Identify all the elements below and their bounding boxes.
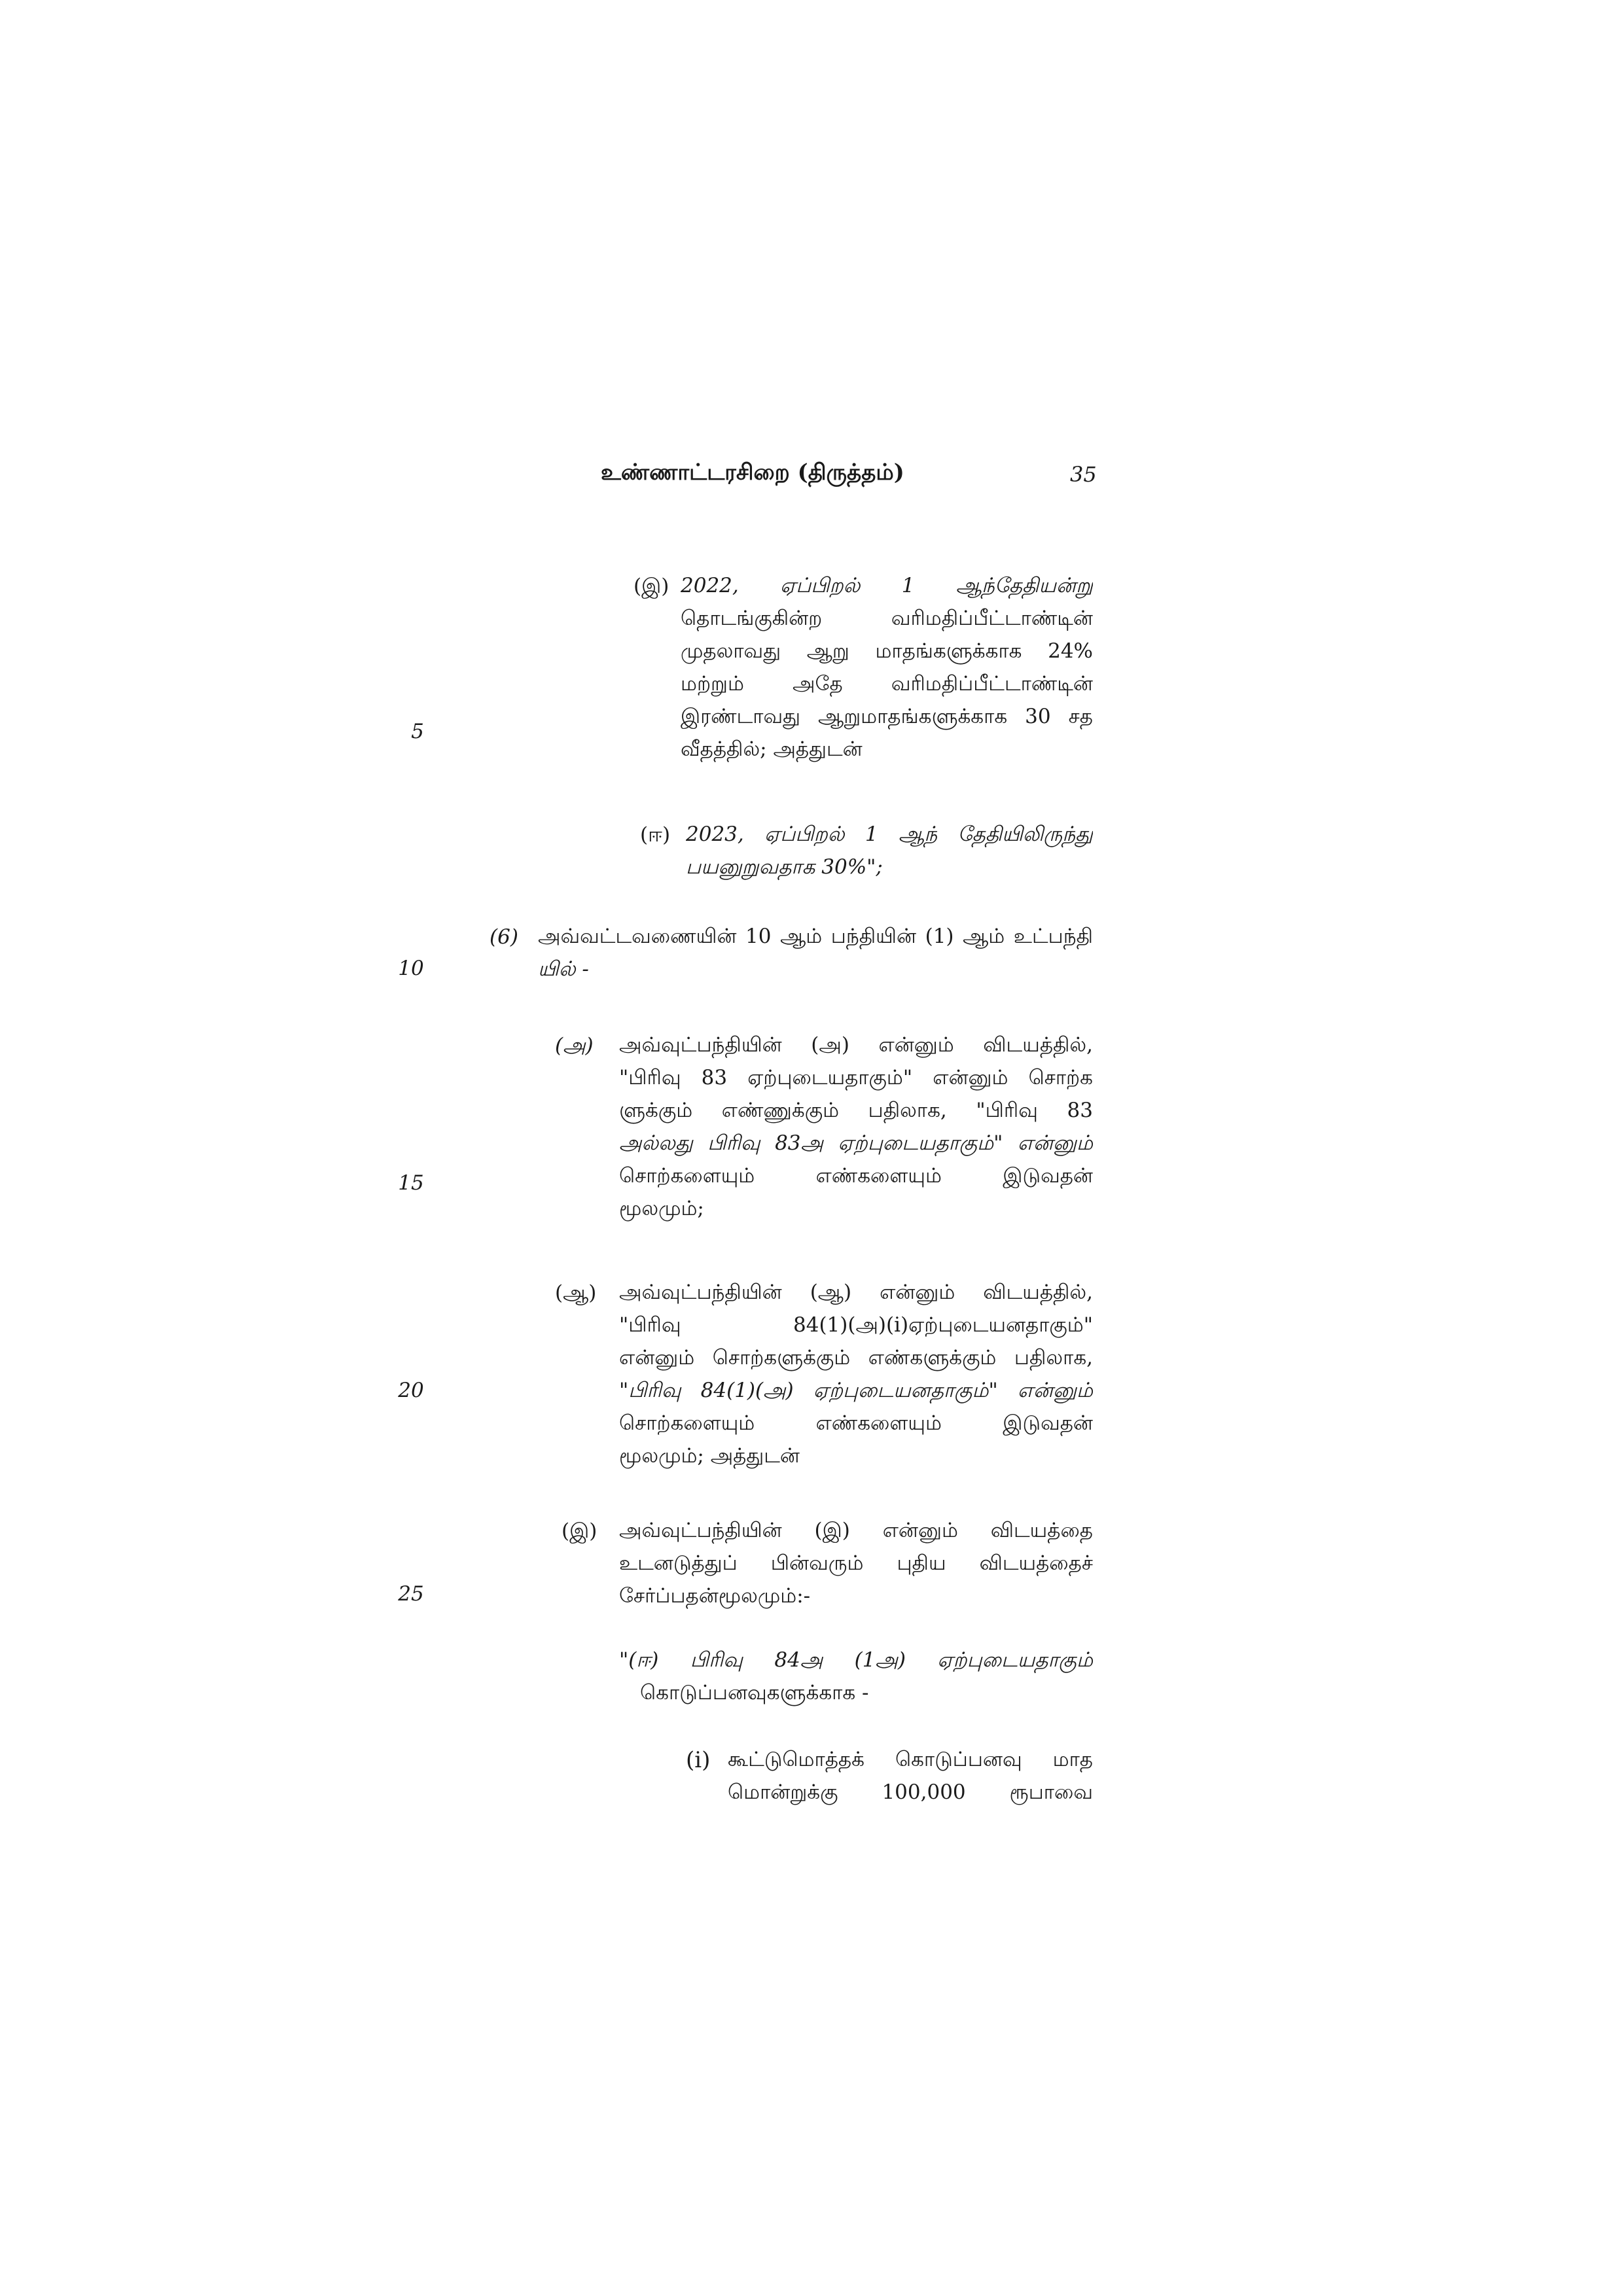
sub-aa-line: சொற்களையும் எண்களையும் இடுவதன் <box>619 1411 1093 1435</box>
section-6-label: (6) <box>490 925 518 949</box>
clause-i-line: இரண்டாவது ஆறுமாதங்களுக்காக 30 சத <box>681 705 1093 728</box>
line-number-15: 15 <box>398 1171 424 1195</box>
new-item-text <box>619 1644 1093 1709</box>
sub-aa-text <box>619 1276 1093 1472</box>
sub-aa-line: "பிரிவு 84(1)(அ) ஏற்புடையனதாகும்" என்னும் <box>619 1379 1093 1402</box>
sub-a-line: அவ்வுட்பந்தியின் (அ) என்னும் விடயத்தில், <box>619 1033 1093 1057</box>
sub-a-line: ளுக்கும் எண்ணுக்கும் பதிலாக, "பிரிவு 83 <box>619 1099 1093 1122</box>
clause-i-line: முதலாவது ஆறு மாதங்களுக்காக 24% <box>681 639 1093 663</box>
sub-a-line: அல்லது பிரிவு 83அ ஏற்புடையதாகும்" என்னும் <box>619 1131 1093 1155</box>
sub-i-line: உடனடுத்துப் பின்வரும் புதிய விடயத்தைச் <box>619 1551 1093 1575</box>
clause-i-label: (இ) <box>633 574 669 598</box>
clause-i-line: 2022, ஏப்பிறல் 1 ஆந்தேதியன்று <box>681 574 1093 597</box>
sub-i-text <box>619 1514 1093 1612</box>
line-number-25: 25 <box>398 1582 424 1606</box>
sub-aa-line: என்னும் சொற்களுக்கும் எண்களுக்கும் பதிலாக, <box>619 1346 1093 1369</box>
sub-a-text <box>619 1029 1093 1225</box>
sub-aa-line: அவ்வுட்பந்தியின் (ஆ) என்னும் விடயத்தில், <box>619 1280 1093 1304</box>
sub-i-line: அவ்வுட்பந்தியின் (இ) என்னும் விடயத்தை <box>619 1519 1093 1542</box>
sub-a-line: மூலமும்; <box>619 1197 704 1220</box>
roman-i-line: மொன்றுக்கு 100,000 ரூபாவை <box>728 1780 1093 1804</box>
line-number-20: 20 <box>398 1379 424 1402</box>
section-6-line: யில் - <box>538 957 589 981</box>
sub-aa-line: மூலமும்; அத்துடன் <box>619 1444 800 1468</box>
clause-i-line: மற்றும் அதே வரிமதிப்பீட்டாண்டின் <box>681 672 1093 696</box>
sub-a-line: சொற்களையும் எண்களையும் இடுவதன் <box>619 1164 1093 1188</box>
clause-i-line: வீதத்தில்; அத்துடன் <box>681 737 863 761</box>
clause-ii-label: (ஈ) <box>640 823 671 847</box>
clause-ii-line: 2023, ஏப்பிறல் 1 ஆந் தேதியிலிருந்து <box>686 822 1093 846</box>
clause-ii-text <box>686 818 1093 883</box>
clause-i-text <box>681 569 1093 766</box>
sub-a-label: (அ) <box>555 1034 594 1057</box>
page-number: 35 <box>1070 462 1097 487</box>
roman-i-line: கூட்டுமொத்தக் கொடுப்பனவு மாத <box>728 1748 1093 1771</box>
clause-i-line: தொடங்குகின்ற வரிமதிப்பீட்டாண்டின் <box>681 607 1093 630</box>
line-number-10: 10 <box>398 957 424 980</box>
new-item-line: "(ஈ) பிரிவு 84அ (1அ) ஏற்புடையதாகும் <box>619 1648 1093 1672</box>
line-number-5: 5 <box>411 720 424 743</box>
sub-a-line: "பிரிவு 83 ஏற்புடையதாகும்" என்னும் சொற்க <box>619 1066 1093 1089</box>
sub-aa-line: "பிரிவு 84(1)(அ)(i)ஏற்புடையனதாகும்" <box>619 1313 1093 1337</box>
sub-i-line: சேர்ப்பதன்மூலமும்:- <box>619 1584 811 1608</box>
roman-i-text <box>728 1743 1093 1809</box>
page-header-title: உண்ணாட்டரசிறை (திருத்தம்) <box>601 459 904 486</box>
clause-ii-line: பயனுறுவதாக 30%"; <box>686 855 883 879</box>
new-item-line: கொடுப்பனவுகளுக்காக - <box>640 1681 869 1704</box>
section-6-line: அவ்வட்டவணையின் 10 ஆம் பந்தியின் (1) ஆம் உட்பந்தி <box>538 925 1093 948</box>
section-6-text <box>538 920 1093 985</box>
sub-aa-label: (ஆ) <box>555 1281 597 1305</box>
sub-i-label: (இ) <box>562 1519 597 1543</box>
roman-i-label: (i) <box>686 1747 711 1773</box>
